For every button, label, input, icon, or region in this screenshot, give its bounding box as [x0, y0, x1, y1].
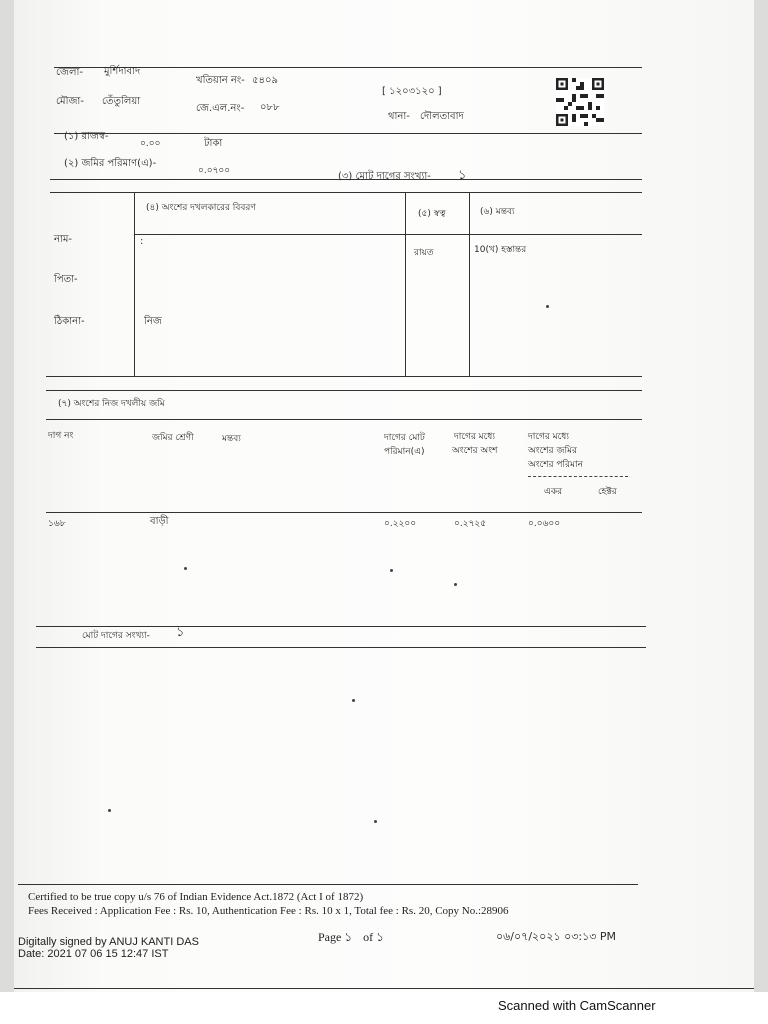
scan-speck: [108, 809, 111, 812]
land-col-area-2: অংশের জমির: [528, 446, 577, 456]
scan-speck: [184, 567, 187, 570]
land-col-total-1: দাগের মোট: [384, 433, 425, 443]
page-of: of: [363, 930, 374, 944]
owner-table-top-rule: [50, 179, 642, 180]
land-col-share-1: দাগের মধ্যে: [454, 432, 495, 442]
share-value: রায়ত: [414, 248, 434, 258]
row-class: বাড়ী: [150, 516, 169, 527]
land-table-header-bottom-rule: [46, 512, 642, 513]
scan-speck: [454, 583, 457, 586]
land-col-area-1: দাগের মধ্যে: [528, 432, 569, 442]
jl-label: জে.এল.নং-: [196, 103, 245, 114]
khatian-value: ৫৪০৯: [252, 75, 278, 86]
scan-speck: [390, 569, 393, 572]
owner-col-share: (৫) স্বত্ব: [418, 209, 446, 219]
land-table-top-rule: [46, 419, 642, 420]
land-section-title: (৭) অংশের নিজ দখলীয় জমি: [58, 399, 165, 409]
digital-signature-name: Digitally signed by ANUJ KANTI DAS: [18, 936, 199, 948]
certification-line-1: Certified to be true copy u/s 76 of Indian Evidence Act.1872 (Act I of 1872): [28, 891, 364, 903]
land-unit-acre: একর: [544, 487, 563, 497]
land-total-top-rule: [36, 626, 646, 627]
land-unit-dotted-rule: [528, 476, 628, 477]
page-bottom-rule: [14, 988, 754, 989]
land-col-area-3: অংশের পরিমান: [528, 460, 584, 470]
owner-table-header-mid-rule: [50, 192, 642, 193]
scan-speck: [374, 820, 377, 823]
header-top-rule: [54, 67, 642, 68]
area-label: (২) জমির পরিমাণ(এ)-: [64, 158, 157, 169]
mouza-value: তেঁতুলিয়া: [102, 96, 141, 107]
khatian-label: খতিয়ান নং-: [196, 75, 245, 86]
certification-top-rule: [18, 884, 638, 885]
digital-signature-date: Date: 2021 07 06 15 12:47 IST: [18, 948, 169, 960]
land-col-class: জমির শ্রেণী: [152, 433, 194, 443]
row-total: ০.২২০০: [384, 519, 417, 529]
plot-count-value: ১: [458, 168, 467, 183]
page-label: Page: [318, 930, 342, 944]
plot-count-label: (৩) মোট দাগের সংখ্যা-: [338, 171, 431, 182]
print-datetime: ০৬/০৭/২০২১ ০৩:১৩ PM: [496, 930, 617, 943]
mouza-label: মৌজা-: [56, 96, 84, 107]
name-value: :: [140, 236, 144, 247]
jl-value: ০৮৮: [260, 102, 280, 113]
district-value: মুর্শিদাবাদ: [104, 66, 141, 77]
land-unit-hectare: হেক্টর: [598, 487, 617, 497]
header-bottom-rule: [54, 133, 642, 134]
land-col-share-2: অংশের অংশ: [452, 446, 498, 456]
land-col-total-2: পরিমান(এ): [384, 447, 425, 457]
land-total-bottom-rule: [36, 647, 646, 648]
land-col-plot: দাগ নং: [48, 431, 74, 441]
owner-table-vline-1: [134, 192, 135, 376]
qr-code-icon: [556, 78, 604, 126]
owner-table-bottom-rule-1: [46, 376, 642, 377]
remarks-value: 10(খ) হস্তান্তর: [474, 245, 527, 255]
owner-col-remarks: (৬) মন্তব্য: [480, 207, 515, 217]
owner-table-header-bottom-rule: [134, 234, 642, 235]
owner-table-bottom-rule-2: [46, 390, 642, 391]
land-col-remark: মন্তব্য: [222, 434, 241, 444]
page-total: ১: [376, 930, 384, 944]
address-label: ঠিকানা-: [54, 316, 85, 327]
page-indicator: [318, 929, 384, 949]
area-value: ০.০৭০০: [198, 166, 231, 176]
row-share: ০.২৭২৫: [454, 519, 487, 529]
revenue-value: ০.০০: [140, 139, 161, 149]
page-number: ১: [344, 930, 353, 944]
thana-label: থানা-: [388, 111, 410, 122]
row-plot: ১৬৮: [48, 519, 66, 529]
code-value: [ ১২০৩১২০ ]: [382, 86, 442, 97]
scan-speck: [352, 699, 355, 702]
document-page: [14, 0, 754, 992]
address-value: নিজ: [144, 316, 162, 327]
row-area: ০.০৬০০: [528, 519, 561, 529]
certification-line-2: Fees Received : Application Fee : Rs. 10, Authentication Fee : Rs. 10 x 1, Total fee : Rs. 20, Copy No.:28906: [28, 905, 509, 917]
revenue-label: (১) রাজস্ব-: [64, 131, 109, 142]
district-label: জেলা-: [56, 67, 83, 78]
father-label: পিতা-: [54, 274, 78, 285]
total-plots-label: মোট দাগের সংখ্যা-: [82, 631, 150, 641]
owner-col-details: (৪) অংশের দখলকারের বিবরণ: [146, 203, 256, 213]
scan-speck: [546, 305, 549, 308]
thana-value: দৌলতাবাদ: [420, 111, 464, 122]
revenue-unit: টাকা: [204, 138, 223, 149]
scanner-watermark: Scanned with CamScanner: [498, 998, 656, 1013]
total-plots-value: ১: [176, 625, 185, 640]
owner-table-vline-3: [469, 192, 470, 376]
owner-table-vline-2: [405, 192, 406, 376]
name-label: নাম-: [54, 234, 73, 245]
